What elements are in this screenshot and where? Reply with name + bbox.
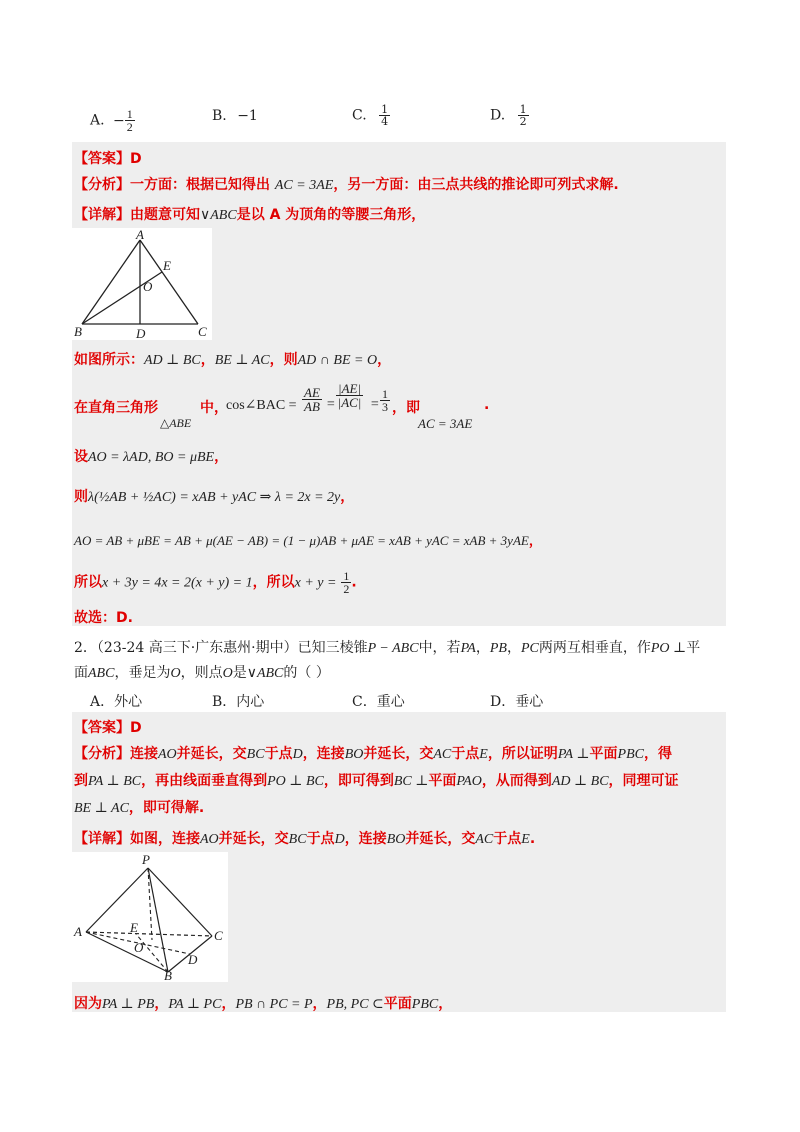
edge-pc — [148, 868, 212, 936]
q2-stem-line2: 面ABC，垂足为O，则点O是∨ABC的（ ） — [74, 665, 330, 681]
q1-set-line: 设AO = λAD, BO = μBE， — [74, 449, 229, 465]
label-a: A — [136, 228, 144, 242]
label-o: O — [134, 940, 144, 955]
q1-option-a: A. − $\frac{1}{2}$ — [90, 107, 133, 134]
q1-right-triangle-line: 在直角三角形 △ABE 中， cos∠BAC = $\frac{AE}{AB}$ = $\frac{|AE|}{|AC|}$ = $\frac{1}{3}$ ，即 AC = 3AE . — [74, 381, 490, 431]
q1-option-c: C. $\frac{1}{4}$ — [352, 103, 389, 128]
q2-detail: 【详解】如图，连接AO并延长，交BC于点D，连接BO并延长，交AC于点E. — [74, 831, 536, 847]
q2-tetrahedron-figure — [72, 852, 228, 982]
label-o: O — [143, 279, 153, 294]
q2-option-b: B．内心 — [212, 694, 265, 710]
label-c: C — [198, 324, 207, 339]
edge-ac — [86, 932, 212, 936]
edge-pa — [86, 868, 148, 932]
label-e: E — [163, 258, 171, 273]
q2-analysis-line1: 【分析】连接AO并延长，交BC于点D，连接BO并延长，交AC于点E，所以证明PA ⊥平面PBC，得 — [74, 746, 672, 762]
q1-then-line: 则λ(½AB + ½AC) = xAB + yAC ⇒ λ = 2x = 2y， — [74, 489, 355, 505]
q2-option-c: C．重心 — [352, 694, 405, 710]
q2-answer: 【答案】D — [74, 720, 142, 736]
q1-answer: 【答案】D — [74, 151, 142, 167]
label-p: P — [142, 852, 150, 867]
q2-option-d: D．垂心 — [490, 694, 544, 710]
q1-triangle-figure — [72, 228, 212, 340]
label-c: C — [214, 928, 223, 943]
q1-expand-line: AO = AB + μBE = AB + μ(AE − AB) = (1 − μ)AB + μAE = xAB + yAC = xAB + 3yAE， — [74, 533, 542, 549]
q1-as-shown-line: 如图所示：AD ⊥ BC，BE ⊥ AC，则AD ∩ BE = O， — [74, 352, 392, 368]
label-b: B — [164, 968, 172, 982]
label-e: E — [130, 920, 138, 935]
q2-analysis-line2: 到PA ⊥ BC，再由线面垂直得到PO ⊥ BC，即可得到BC ⊥平面PAO，从而得到AD ⊥ BC，同理可证 — [74, 773, 679, 789]
q2-option-a: A．外心 — [90, 694, 143, 710]
q1-option-b: B. −1 — [212, 108, 258, 124]
q1-detail: 【详解】由题意可知∨ABC是以 A 为顶角的等腰三角形， — [74, 207, 426, 223]
q1-options-row — [90, 104, 610, 134]
q2-stem-line1: 2．（23-24 高三下·广东惠州·期中）已知三棱锥P − ABC中，若PA，PB，PC两两互相垂直，作PO ⊥平 — [74, 640, 701, 656]
q2-analysis-line3: BE ⊥ AC，即可得解. — [74, 800, 205, 816]
q2-options-row — [90, 691, 610, 713]
q1-analysis: 【分析】一方面：根据已知得出 AC = 3AE，另一方面：由三点共线的推论即可列式求解. — [74, 177, 619, 193]
q1-option-d: D. $\frac{1}{2}$ — [490, 103, 527, 128]
label-d: D — [136, 326, 146, 340]
edge-ab — [86, 932, 168, 972]
label-b: B — [74, 324, 82, 339]
label-a: A — [74, 924, 82, 939]
edge-ab — [82, 240, 140, 324]
label-d: D — [188, 952, 198, 967]
q1-so-line: 所以x + 3y = 4x = 2(x + y) = 1，所以x + y = $\frac{1}{2}$ . — [74, 569, 357, 596]
q2-because-line: 因为PA ⊥ PB，PA ⊥ PC，PB ∩ PC = P，PB, PC ⊂平面PBC， — [74, 996, 453, 1012]
q1-choose-line: 故选：D. — [74, 610, 133, 626]
